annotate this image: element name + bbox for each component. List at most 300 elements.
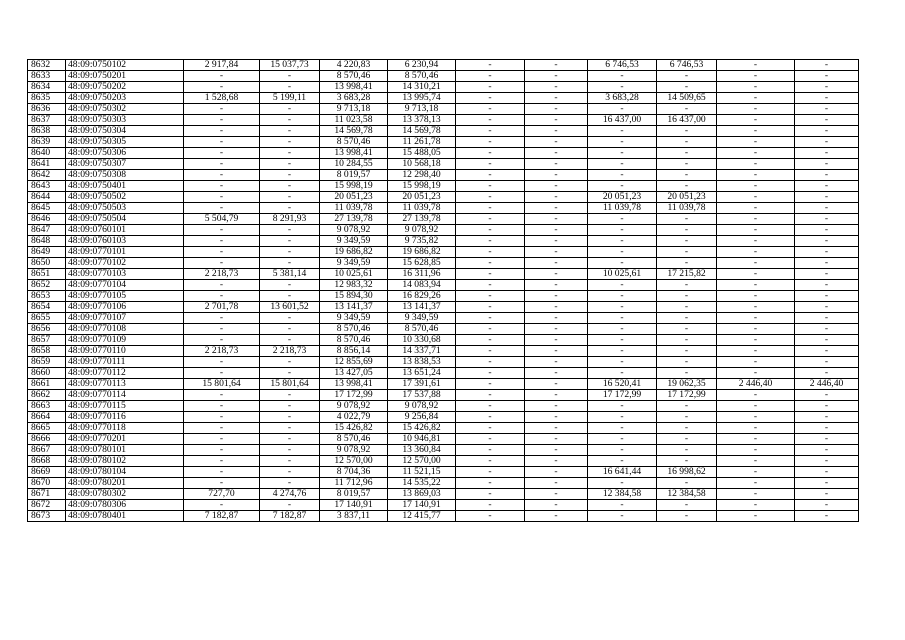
- value-2-cell: -: [260, 445, 320, 456]
- value-5-cell: -: [456, 302, 525, 313]
- value-7-cell: 17 172,99: [588, 390, 657, 401]
- value-1-cell: -: [184, 115, 260, 126]
- value-7-cell: -: [588, 137, 657, 148]
- value-3-cell: 11 712,96: [320, 478, 388, 489]
- table-row: [28, 280, 859, 291]
- value-6-cell: -: [525, 335, 588, 346]
- cadastral-number-cell: 48:09:0770105: [66, 291, 184, 302]
- cadastral-number-cell: 48:09:0780401: [66, 511, 184, 522]
- value-6-cell: -: [525, 115, 588, 126]
- value-6-cell: -: [525, 346, 588, 357]
- value-7-cell: 3 683,28: [588, 93, 657, 104]
- value-8-cell: -: [657, 291, 717, 302]
- value-2-cell: -: [260, 126, 320, 137]
- value-1-cell: -: [184, 225, 260, 236]
- value-9-cell: -: [717, 181, 795, 192]
- value-4-cell: 13 995,74: [388, 93, 456, 104]
- table-row: [28, 148, 859, 159]
- value-4-cell: 13 651,24: [388, 368, 456, 379]
- value-2-cell: 7 182,87: [260, 511, 320, 522]
- value-9-cell: -: [717, 467, 795, 478]
- value-9-cell: -: [717, 302, 795, 313]
- value-6-cell: -: [525, 192, 588, 203]
- value-8-cell: -: [657, 302, 717, 313]
- row-number-cell: 8634: [28, 82, 66, 93]
- table-row: [28, 324, 859, 335]
- value-4-cell: 17 391,61: [388, 379, 456, 390]
- row-number-cell: 8637: [28, 115, 66, 126]
- value-3-cell: 12 570,00: [320, 456, 388, 467]
- cadastral-number-cell: 48:09:0780102: [66, 456, 184, 467]
- value-10-cell: 2 446,40: [795, 379, 859, 390]
- value-4-cell: 10 330,68: [388, 335, 456, 346]
- value-2-cell: -: [260, 412, 320, 423]
- value-9-cell: -: [717, 401, 795, 412]
- value-7-cell: 12 384,58: [588, 489, 657, 500]
- value-10-cell: -: [795, 423, 859, 434]
- value-10-cell: -: [795, 104, 859, 115]
- value-7-cell: -: [588, 148, 657, 159]
- value-3-cell: 8 570,46: [320, 324, 388, 335]
- value-6-cell: -: [525, 137, 588, 148]
- row-number-cell: 8651: [28, 269, 66, 280]
- value-7-cell: 16 641,44: [588, 467, 657, 478]
- table-row: [28, 500, 859, 511]
- value-1-cell: 2 218,73: [184, 346, 260, 357]
- value-6-cell: -: [525, 423, 588, 434]
- value-8-cell: -: [657, 137, 717, 148]
- value-6-cell: -: [525, 170, 588, 181]
- value-5-cell: -: [456, 357, 525, 368]
- cadastral-number-cell: 48:09:0770104: [66, 280, 184, 291]
- value-5-cell: -: [456, 236, 525, 247]
- value-10-cell: -: [795, 192, 859, 203]
- value-1-cell: -: [184, 368, 260, 379]
- value-8-cell: -: [657, 170, 717, 181]
- cadastral-number-cell: 48:09:0770110: [66, 346, 184, 357]
- value-7-cell: -: [588, 456, 657, 467]
- cadastral-number-cell: 48:09:0750201: [66, 71, 184, 82]
- value-5-cell: -: [456, 390, 525, 401]
- value-3-cell: 11 023,58: [320, 115, 388, 126]
- value-4-cell: 14 535,22: [388, 478, 456, 489]
- value-2-cell: -: [260, 225, 320, 236]
- row-number-cell: 8669: [28, 467, 66, 478]
- value-9-cell: -: [717, 478, 795, 489]
- value-4-cell: 17 537,88: [388, 390, 456, 401]
- value-6-cell: -: [525, 82, 588, 93]
- value-4-cell: 11 521,15: [388, 467, 456, 478]
- value-1-cell: -: [184, 500, 260, 511]
- value-6-cell: -: [525, 280, 588, 291]
- value-6-cell: -: [525, 203, 588, 214]
- row-number-cell: 8636: [28, 104, 66, 115]
- row-number-cell: 8660: [28, 368, 66, 379]
- value-9-cell: -: [717, 280, 795, 291]
- value-5-cell: -: [456, 379, 525, 390]
- value-10-cell: -: [795, 269, 859, 280]
- value-7-cell: -: [588, 181, 657, 192]
- value-8-cell: -: [657, 335, 717, 346]
- value-8-cell: 19 062,35: [657, 379, 717, 390]
- value-4-cell: 14 083,94: [388, 280, 456, 291]
- value-5-cell: -: [456, 434, 525, 445]
- table-row: [28, 346, 859, 357]
- table-row: [28, 368, 859, 379]
- value-2-cell: -: [260, 137, 320, 148]
- value-10-cell: -: [795, 511, 859, 522]
- value-2-cell: -: [260, 170, 320, 181]
- value-4-cell: 15 998,19: [388, 181, 456, 192]
- value-3-cell: 8 019,57: [320, 489, 388, 500]
- value-1-cell: -: [184, 456, 260, 467]
- value-1-cell: 1 528,68: [184, 93, 260, 104]
- row-number-cell: 8671: [28, 489, 66, 500]
- value-2-cell: -: [260, 82, 320, 93]
- table-row: [28, 467, 859, 478]
- value-4-cell: 19 686,82: [388, 247, 456, 258]
- value-9-cell: -: [717, 335, 795, 346]
- value-6-cell: -: [525, 236, 588, 247]
- value-10-cell: -: [795, 82, 859, 93]
- value-2-cell: -: [260, 478, 320, 489]
- value-3-cell: 10 284,55: [320, 159, 388, 170]
- value-7-cell: 16 437,00: [588, 115, 657, 126]
- value-1-cell: -: [184, 280, 260, 291]
- table-row: [28, 214, 859, 225]
- value-9-cell: -: [717, 445, 795, 456]
- value-1-cell: 5 504,79: [184, 214, 260, 225]
- cadastral-number-cell: 48:09:0750401: [66, 181, 184, 192]
- value-8-cell: -: [657, 258, 717, 269]
- table-row: [28, 269, 859, 280]
- value-9-cell: -: [717, 390, 795, 401]
- value-5-cell: -: [456, 93, 525, 104]
- value-4-cell: 11 261,78: [388, 137, 456, 148]
- value-8-cell: -: [657, 368, 717, 379]
- value-9-cell: -: [717, 170, 795, 181]
- value-5-cell: -: [456, 82, 525, 93]
- value-5-cell: -: [456, 137, 525, 148]
- value-10-cell: -: [795, 181, 859, 192]
- cadastral-number-cell: 48:09:0770107: [66, 313, 184, 324]
- value-9-cell: -: [717, 159, 795, 170]
- value-7-cell: -: [588, 82, 657, 93]
- value-2-cell: 5 199,11: [260, 93, 320, 104]
- cadastral-number-cell: 48:09:0770201: [66, 434, 184, 445]
- value-8-cell: -: [657, 71, 717, 82]
- table-row: [28, 434, 859, 445]
- value-7-cell: -: [588, 291, 657, 302]
- value-5-cell: -: [456, 225, 525, 236]
- value-10-cell: -: [795, 203, 859, 214]
- value-1-cell: -: [184, 324, 260, 335]
- row-number-cell: 8661: [28, 379, 66, 390]
- value-10-cell: -: [795, 159, 859, 170]
- value-5-cell: -: [456, 335, 525, 346]
- value-2-cell: -: [260, 159, 320, 170]
- value-10-cell: -: [795, 313, 859, 324]
- table-row: [28, 236, 859, 247]
- value-4-cell: 15 488,05: [388, 148, 456, 159]
- value-6-cell: -: [525, 313, 588, 324]
- value-8-cell: -: [657, 445, 717, 456]
- value-3-cell: 8 704,36: [320, 467, 388, 478]
- value-9-cell: -: [717, 511, 795, 522]
- value-6-cell: -: [525, 126, 588, 137]
- table-row: [28, 390, 859, 401]
- value-9-cell: -: [717, 60, 795, 71]
- value-1-cell: -: [184, 313, 260, 324]
- table-row: [28, 93, 859, 104]
- value-5-cell: -: [456, 126, 525, 137]
- value-4-cell: 6 230,94: [388, 60, 456, 71]
- value-2-cell: -: [260, 500, 320, 511]
- value-6-cell: -: [525, 456, 588, 467]
- value-1-cell: -: [184, 335, 260, 346]
- value-6-cell: -: [525, 357, 588, 368]
- value-10-cell: -: [795, 148, 859, 159]
- value-2-cell: -: [260, 104, 320, 115]
- table-row: [28, 456, 859, 467]
- value-8-cell: -: [657, 181, 717, 192]
- row-number-cell: 8641: [28, 159, 66, 170]
- value-2-cell: -: [260, 291, 320, 302]
- value-1-cell: -: [184, 126, 260, 137]
- value-4-cell: 9 349,59: [388, 313, 456, 324]
- value-4-cell: 13 838,53: [388, 357, 456, 368]
- value-5-cell: -: [456, 192, 525, 203]
- value-9-cell: -: [717, 71, 795, 82]
- value-3-cell: 13 141,37: [320, 302, 388, 313]
- cadastral-number-cell: 48:09:0760103: [66, 236, 184, 247]
- value-8-cell: -: [657, 214, 717, 225]
- cadastral-number-cell: 48:09:0750304: [66, 126, 184, 137]
- value-3-cell: 9 078,92: [320, 225, 388, 236]
- value-6-cell: -: [525, 324, 588, 335]
- value-3-cell: 4 220,83: [320, 60, 388, 71]
- value-1-cell: -: [184, 71, 260, 82]
- value-7-cell: 6 746,53: [588, 60, 657, 71]
- table-row: [28, 104, 859, 115]
- value-3-cell: 8 856,14: [320, 346, 388, 357]
- value-4-cell: 12 415,77: [388, 511, 456, 522]
- value-3-cell: 17 140,91: [320, 500, 388, 511]
- value-5-cell: -: [456, 71, 525, 82]
- value-1-cell: -: [184, 148, 260, 159]
- value-2-cell: -: [260, 247, 320, 258]
- row-number-cell: 8642: [28, 170, 66, 181]
- value-5-cell: -: [456, 115, 525, 126]
- value-7-cell: -: [588, 225, 657, 236]
- value-7-cell: -: [588, 258, 657, 269]
- value-4-cell: 12 570,00: [388, 456, 456, 467]
- row-number-cell: 8649: [28, 247, 66, 258]
- value-4-cell: 10 568,18: [388, 159, 456, 170]
- value-5-cell: -: [456, 258, 525, 269]
- value-8-cell: -: [657, 324, 717, 335]
- value-9-cell: -: [717, 456, 795, 467]
- value-9-cell: -: [717, 357, 795, 368]
- value-9-cell: -: [717, 93, 795, 104]
- value-8-cell: -: [657, 148, 717, 159]
- cadastral-number-cell: 48:09:0770111: [66, 357, 184, 368]
- value-10-cell: -: [795, 137, 859, 148]
- value-9-cell: -: [717, 313, 795, 324]
- value-3-cell: 9 349,59: [320, 236, 388, 247]
- value-1-cell: 727,70: [184, 489, 260, 500]
- table-row: [28, 170, 859, 181]
- table-row: [28, 159, 859, 170]
- value-4-cell: 16 829,26: [388, 291, 456, 302]
- table-row: [28, 126, 859, 137]
- value-1-cell: -: [184, 236, 260, 247]
- value-2-cell: -: [260, 280, 320, 291]
- row-number-cell: 8647: [28, 225, 66, 236]
- value-2-cell: -: [260, 115, 320, 126]
- cadastral-number-cell: 48:09:0770113: [66, 379, 184, 390]
- table-row: [28, 313, 859, 324]
- cadastral-number-cell: 48:09:0770108: [66, 324, 184, 335]
- cadastral-number-cell: 48:09:0760101: [66, 225, 184, 236]
- value-3-cell: 8 570,46: [320, 434, 388, 445]
- value-10-cell: -: [795, 500, 859, 511]
- row-number-cell: 8639: [28, 137, 66, 148]
- cadastral-number-cell: 48:09:0750504: [66, 214, 184, 225]
- row-number-cell: 8670: [28, 478, 66, 489]
- value-7-cell: 16 520,41: [588, 379, 657, 390]
- cadastral-number-cell: 48:09:0750202: [66, 82, 184, 93]
- row-number-cell: 8672: [28, 500, 66, 511]
- value-8-cell: -: [657, 401, 717, 412]
- value-7-cell: 11 039,78: [588, 203, 657, 214]
- value-6-cell: -: [525, 434, 588, 445]
- value-9-cell: -: [717, 346, 795, 357]
- cadastral-number-cell: 48:09:0780201: [66, 478, 184, 489]
- value-7-cell: -: [588, 236, 657, 247]
- value-9-cell: -: [717, 247, 795, 258]
- value-7-cell: -: [588, 159, 657, 170]
- value-1-cell: 2 917,84: [184, 60, 260, 71]
- value-3-cell: 13 998,41: [320, 379, 388, 390]
- table-row: [28, 478, 859, 489]
- value-10-cell: -: [795, 368, 859, 379]
- table-row: [28, 401, 859, 412]
- value-4-cell: 13 869,03: [388, 489, 456, 500]
- value-1-cell: 2 218,73: [184, 269, 260, 280]
- value-1-cell: -: [184, 467, 260, 478]
- value-6-cell: -: [525, 214, 588, 225]
- value-10-cell: -: [795, 280, 859, 291]
- value-3-cell: 8 570,46: [320, 71, 388, 82]
- value-4-cell: 16 311,96: [388, 269, 456, 280]
- value-7-cell: -: [588, 434, 657, 445]
- value-1-cell: -: [184, 192, 260, 203]
- value-9-cell: -: [717, 368, 795, 379]
- value-8-cell: -: [657, 346, 717, 357]
- value-8-cell: -: [657, 500, 717, 511]
- value-9-cell: -: [717, 203, 795, 214]
- value-5-cell: -: [456, 423, 525, 434]
- value-6-cell: -: [525, 291, 588, 302]
- value-1-cell: -: [184, 170, 260, 181]
- value-4-cell: 15 426,82: [388, 423, 456, 434]
- value-10-cell: -: [795, 412, 859, 423]
- row-number-cell: 8652: [28, 280, 66, 291]
- value-4-cell: 9 735,82: [388, 236, 456, 247]
- value-5-cell: -: [456, 181, 525, 192]
- value-6-cell: -: [525, 511, 588, 522]
- value-8-cell: -: [657, 423, 717, 434]
- value-9-cell: -: [717, 115, 795, 126]
- value-5-cell: -: [456, 269, 525, 280]
- value-9-cell: -: [717, 225, 795, 236]
- row-number-cell: 8646: [28, 214, 66, 225]
- value-2-cell: -: [260, 71, 320, 82]
- value-7-cell: -: [588, 324, 657, 335]
- value-10-cell: -: [795, 225, 859, 236]
- value-5-cell: -: [456, 511, 525, 522]
- value-8-cell: -: [657, 478, 717, 489]
- value-10-cell: -: [795, 478, 859, 489]
- value-8-cell: -: [657, 225, 717, 236]
- cadastral-number-cell: 48:09:0780101: [66, 445, 184, 456]
- table-row: [28, 511, 859, 522]
- row-number-cell: 8658: [28, 346, 66, 357]
- value-4-cell: 9 713,18: [388, 104, 456, 115]
- value-10-cell: -: [795, 456, 859, 467]
- value-5-cell: -: [456, 478, 525, 489]
- data-table: [27, 59, 859, 522]
- value-3-cell: 10 025,61: [320, 269, 388, 280]
- value-10-cell: -: [795, 71, 859, 82]
- value-4-cell: 15 628,85: [388, 258, 456, 269]
- value-9-cell: -: [717, 434, 795, 445]
- cadastral-number-cell: 48:09:0750203: [66, 93, 184, 104]
- value-3-cell: 9 078,92: [320, 445, 388, 456]
- cadastral-number-cell: 48:09:0770112: [66, 368, 184, 379]
- value-6-cell: -: [525, 302, 588, 313]
- value-7-cell: -: [588, 126, 657, 137]
- value-1-cell: -: [184, 357, 260, 368]
- table-row: [28, 445, 859, 456]
- row-number-cell: 8648: [28, 236, 66, 247]
- value-8-cell: -: [657, 247, 717, 258]
- value-1-cell: -: [184, 390, 260, 401]
- value-5-cell: -: [456, 214, 525, 225]
- row-number-cell: 8657: [28, 335, 66, 346]
- value-5-cell: -: [456, 445, 525, 456]
- value-7-cell: -: [588, 511, 657, 522]
- value-1-cell: -: [184, 291, 260, 302]
- value-6-cell: -: [525, 500, 588, 511]
- value-8-cell: -: [657, 126, 717, 137]
- value-3-cell: 14 569,78: [320, 126, 388, 137]
- value-6-cell: -: [525, 412, 588, 423]
- value-2-cell: -: [260, 335, 320, 346]
- row-number-cell: 8666: [28, 434, 66, 445]
- row-number-cell: 8643: [28, 181, 66, 192]
- value-2-cell: 15 801,64: [260, 379, 320, 390]
- cadastral-number-cell: 48:09:0750502: [66, 192, 184, 203]
- value-9-cell: -: [717, 423, 795, 434]
- value-5-cell: -: [456, 368, 525, 379]
- value-6-cell: -: [525, 401, 588, 412]
- value-10-cell: -: [795, 93, 859, 104]
- value-7-cell: 20 051,23: [588, 192, 657, 203]
- table-row: [28, 357, 859, 368]
- value-2-cell: -: [260, 390, 320, 401]
